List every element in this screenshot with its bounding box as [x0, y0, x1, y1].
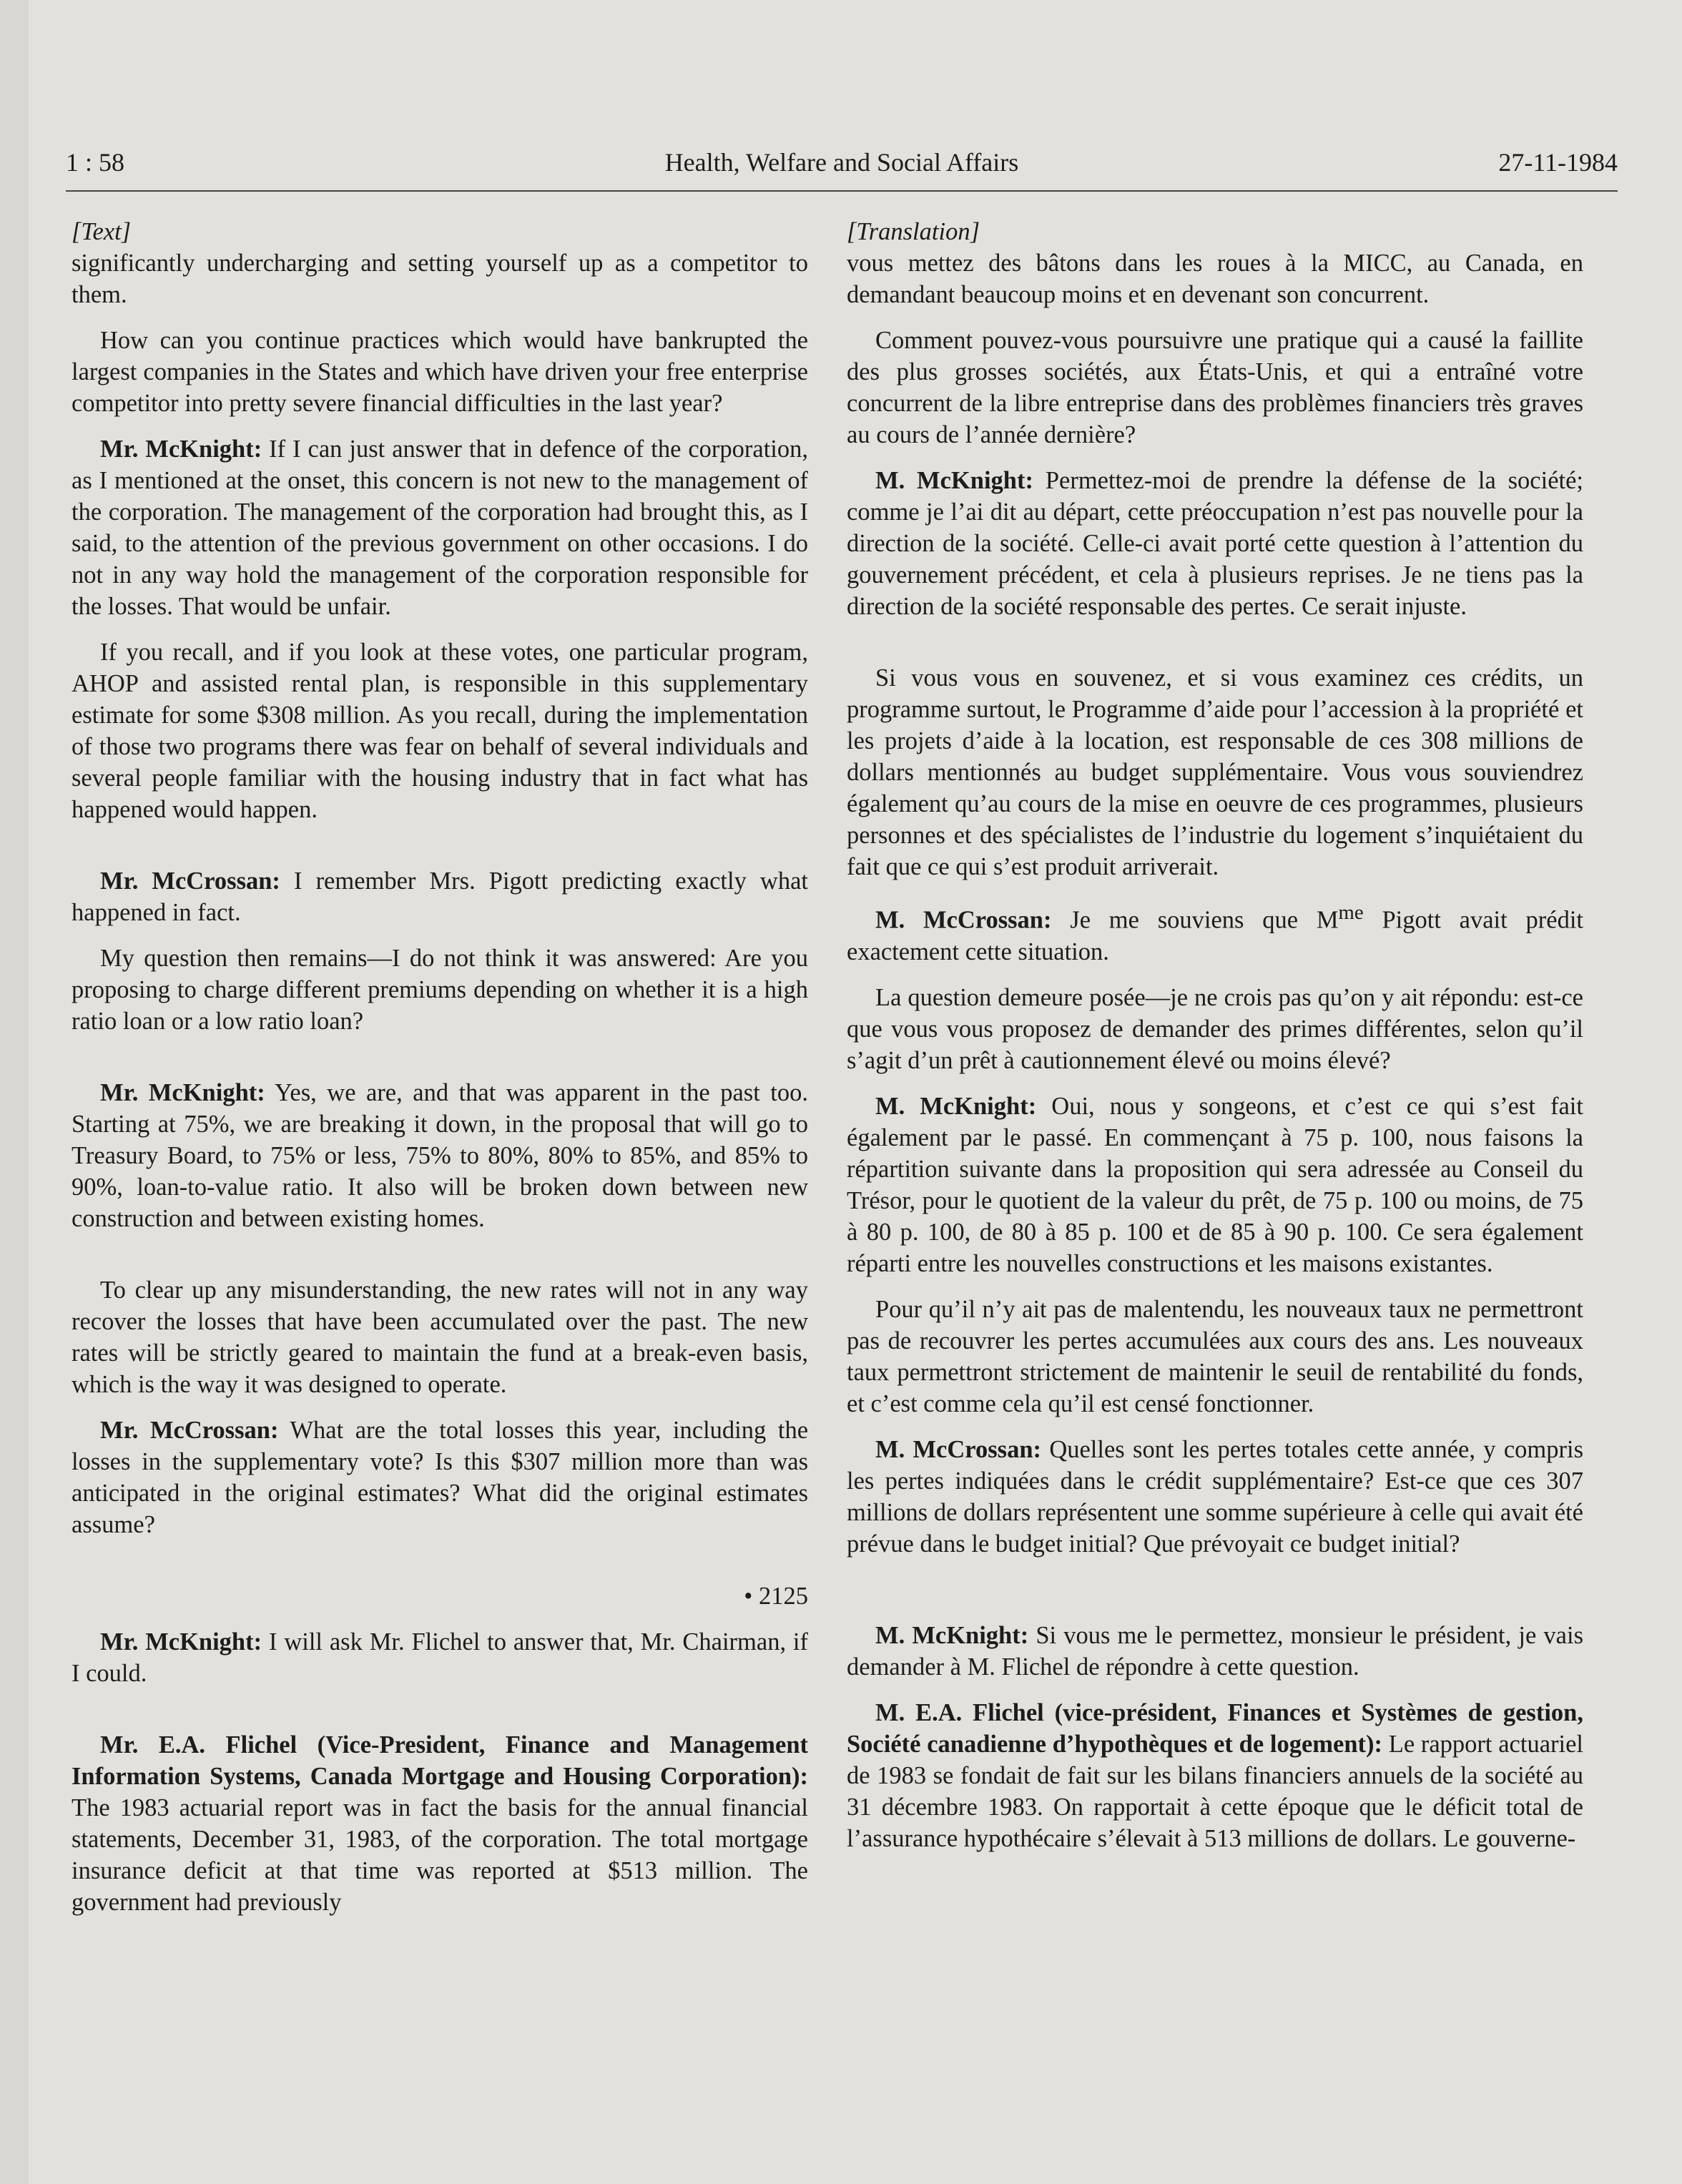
speech-text: Je me souviens que M [1051, 906, 1339, 934]
speech-paragraph [72, 433, 808, 622]
paragraph: Pour qu’il n’y ait pas de malentendu, les nouveaux taux ne permettront pas de recouvrer les pertes accumulées aux cours des ans. Les nouveaux taux permettront strictement de maintenir le seuil de rentabilité du fonds, et c’est comme cela qu’il est censé fonctionner. [847, 1295, 1583, 1417]
speaker-name: M. E.A. Flichel (vice-président, Finances et Systèmes de gestion, Société canadienne d’hypothèques et de logement): [847, 1698, 1583, 1758]
superscript: me [1338, 901, 1364, 924]
speech-paragraph [72, 1626, 808, 1689]
speaker-name: Mr. E.A. Flichel (Vice-President, Finance and Management Information Systems, Canada Mortgage and Housing Corporation): [72, 1731, 808, 1790]
page-number: 1 : 58 [66, 148, 125, 177]
speech-text: I will ask Mr. Flichel to answer that, Mr. Chairman, if I could. [72, 1628, 809, 1687]
speaker-name: Mr. McCrossan: [100, 1417, 279, 1444]
speaker-name: M. McKnight: [875, 467, 1033, 494]
speech-paragraph [847, 1091, 1583, 1279]
speaker-name: Mr. McCrossan: [100, 867, 280, 895]
paragraph: significantly undercharging and setting yourself up as a competitor to them. [72, 250, 808, 308]
speaker-name: Mr. McKnight: [100, 1079, 265, 1106]
paragraph: If you recall, and if you look at these votes, one particular program, AHOP and assisted rental plan, is responsible in this supplementary estimate for some $308 million. As you recall, during the implementation of those two programs there was fear on behalf of several individuals and several people familiar with the housing industry that in fact what has happened would happen. [72, 639, 808, 823]
speaker-name: M. McKnight: [875, 1092, 1037, 1120]
speech-text: Si vous me le permettez, monsieur le président, je vais demander à M. Flichel de répondre à cette question. [847, 1621, 1583, 1681]
spacer [72, 1703, 808, 1729]
speech-text: Pigott avait prédit exactement cette situation. [847, 906, 1583, 965]
spacer [847, 636, 1583, 662]
speech-text: Le rapport actuariel de 1983 se fondait de fait sur les bilans financiers annuels de la société au 31 décembre 1983. On rapportait à cette époque que le déficit total de l’assurance hypothécaire s’élevait à 513 millions de dollars. Le gouverne- [847, 1730, 1583, 1852]
paragraph: Si vous vous en souvenez, et si vous examinez ces crédits, un programme surtout, le Programme d’aide pour l’accession à la propriété et les projets d’aide à la location, est responsable de ces 308 millions de dollars mentionnés au budget supplémentaire. Vous vous souviendrez également qu’au cours de la mise en oeuvre de ces programmes, plusieurs personnes et des spécialistes de l’industrie du logement s’inquiétaient du fait que ce qui s’est produit arriverait. [847, 664, 1583, 880]
french-column [847, 216, 1583, 2155]
speech-text: What are the total losses this year, including the losses in the supplementary vote? Is this $307 million more than was anticipated in the original estimates? What did the original estimates assume? [72, 1417, 809, 1538]
speech-text: Oui, nous y songeons, et c’est ce qui s’est fait également par le passé. En commençant à 75 p. 100, nous faisons la répartition suivante dans la proposition qui sera adressée au Conseil du Trésor, pour le quotient de la valeur du prêt, de 75 p. 100 ou moins, de 75 à 80 p. 100, de 80 à 85 p. 100 et de 85 à 90 p. 100. Ce sera également réparti entre les nouvelles constructions et les maisons existantes. [847, 1092, 1583, 1277]
english-column [72, 216, 808, 2155]
paragraph: La question demeure posée—je ne crois pas qu’on y ait répondu: est-ce que vous vous proposez de demander des primes différentes, selon qu’il s’agit d’un prêt à cautionnement élevé ou moins élevé? [847, 983, 1583, 1074]
speaker-name: M. McCrossan: [875, 906, 1052, 934]
speech-text: Yes, we are, and that was apparent in the past too. Starting at 75%, we are breaking it down, in the proposal that will go to Treasury Board, to 75% or less, 75% to 80%, 80% to 85%, and 85% to 90%, loan-to-value ratio. It also will be broken down between new construction and between existing homes. [72, 1079, 808, 1232]
speech-paragraph [72, 1415, 808, 1540]
speech-paragraph [847, 897, 1583, 968]
page-date: 27-11-1984 [1498, 148, 1618, 177]
speech-paragraph [847, 1697, 1583, 1854]
running-title: Health, Welfare and Social Affairs [664, 148, 1019, 177]
speaker-name: M. McKnight: [875, 1621, 1029, 1649]
paragraph: Comment pouvez-vous poursuivre une pratique qui a causé la faillite des plus grosses sociétés, aux États-Unis, et qui a entraîné votre concurrent de la libre entreprise dans des problèmes financiers très graves au cours de l’année dernière? [847, 327, 1583, 448]
spacer [72, 840, 808, 865]
speech-paragraph [847, 1434, 1583, 1560]
paragraph: My question then remains—I do not think it was answered: Are you proposing to charge different premiums depending on whether it is a high ratio loan or a low ratio loan? [72, 945, 808, 1035]
spacer [72, 1051, 808, 1077]
speech-paragraph [72, 1077, 808, 1234]
speaker-name: M. McCrossan: [875, 1435, 1042, 1463]
paragraph: To clear up any misunderstanding, the new rates will not in any way recover the losses that have been accumulated over the past. The new rates will be strictly geared to maintain the fund at a break-even basis, which is the way it was designed to operate. [72, 1277, 808, 1398]
speech-text: The 1983 actuarial report was in fact the basis for the annual financial statements, December 31, 1983, of the corporation. The total mortgage insurance deficit at that time was reported at $513 million. The government had previously [72, 1794, 808, 1916]
speech-paragraph [72, 1729, 808, 1918]
language-tag: [Translation] [847, 218, 980, 245]
spacer [72, 1249, 808, 1274]
spacer [847, 1574, 1583, 1620]
speech-paragraph [72, 865, 808, 928]
speech-paragraph [847, 1620, 1583, 1683]
speech-text: If I can just answer that in defence of the corporation, as I mentioned at the onset, this concern is not new to the management of the corporation. The management of the corporation had brought this, as I said, to the attention of the previous government on other occasions. I do not in any way hold the management of the corporation responsible for the losses. That would be unfair. [72, 436, 808, 620]
speech-text: Quelles sont les pertes totales cette année, y compris les pertes indiquées dans le crédit supplémentaire? Est-ce que ces 307 millions de dollars représentent une somme supérieure à celle qui avait été prévue dans le budget initial? Que prévoyait ce budget initial? [847, 1435, 1583, 1558]
timecode: • 2125 [744, 1583, 808, 1610]
paragraph: vous mettez des bâtons dans les roues à la MICC, au Canada, en demandant beaucoup moins et en devenant son concurrent. [847, 250, 1583, 308]
language-tag: [Text] [72, 218, 132, 245]
page-header [66, 140, 1618, 192]
paragraph: How can you continue practices which would have bankrupted the largest companies in the States and which have driven your free enterprise competitor into pretty severe financial difficulties in the last year? [72, 327, 808, 417]
document-page [29, 0, 1682, 2184]
speech-paragraph [847, 465, 1583, 622]
speaker-name: Mr. McKnight: [100, 1628, 262, 1656]
speaker-name: Mr. McKnight: [100, 436, 262, 463]
speech-text: Permettez-moi de prendre la défense de la société; comme je l’ai dit au départ, cette préoccupation n’est pas nouvelle pour la direction de la société. Celle-ci avait porté cette question à l’attention du gouvernement précédent, et cela à plusieurs reprises. Je ne tiens pas la direction de la société responsable des pertes. Ce serait injuste. [847, 467, 1584, 620]
speech-text: I remember Mrs. Pigott predicting exactly what happened in fact. [72, 867, 808, 926]
spacer [72, 1555, 808, 1580]
